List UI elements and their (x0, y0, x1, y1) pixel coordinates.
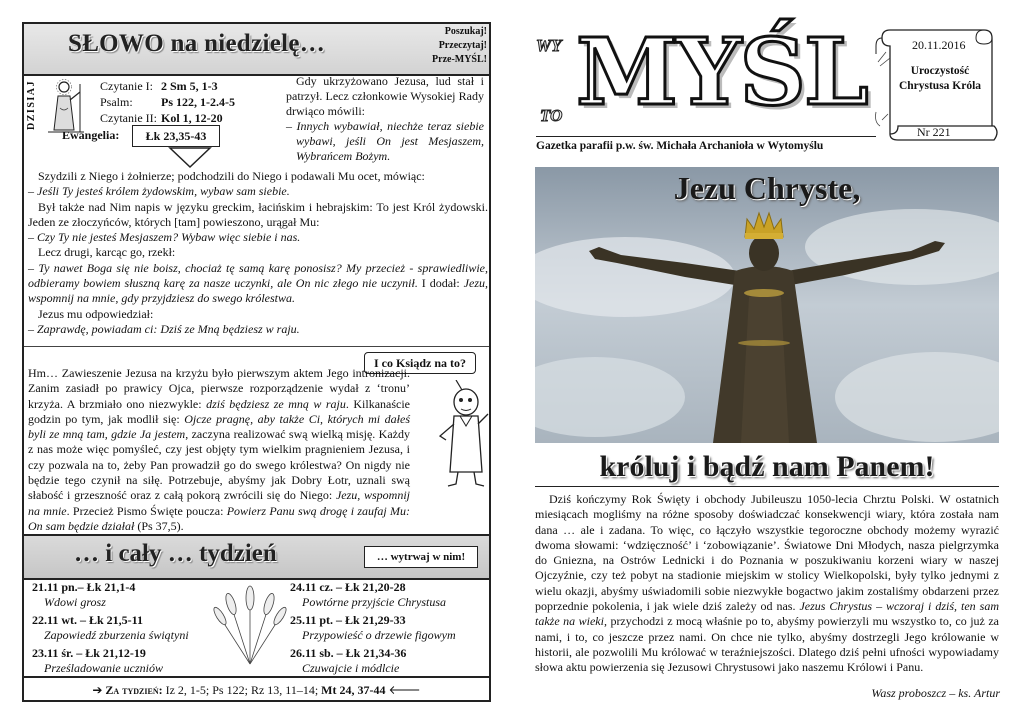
headline-bottom: króluj i bądź nam Panem! (599, 450, 935, 483)
day-title: Przypowieść o drzewie figowym (302, 628, 456, 642)
readings-list (100, 78, 239, 126)
masthead-rule (536, 136, 876, 137)
down-arrow-icon (168, 147, 212, 169)
christ-king-statue-photo (535, 167, 999, 443)
gospel-paragraph: Był także nad Nim napis w języku greckim, łacińskim i hebrajskim: To jest Król żydowski. Jeden ze złoczyńców, których [tam] powieszono, urągał Mu: (28, 199, 488, 229)
day-title: Powtórne przyjście Chrystusa (302, 595, 446, 609)
gospel-paragraph: Lecz drugi, karcąc go, rzekł: (38, 245, 176, 260)
day-item (32, 613, 212, 643)
day-head: 23.11 śr. – Łk 21,12-19 (32, 646, 146, 660)
divider (24, 346, 489, 347)
gospel-intro-text: Gdy ukrzyżowano Jezusa, lud stał i patrzył. Lecz członkowie Wysokiej Rady drwiąco mówili: (286, 74, 484, 118)
comment-text: . Przecież Pismo Święte poucza: (66, 503, 224, 518)
reading-ref: 2 Sm 5, 1-3 (160, 79, 218, 93)
day-title: Czuwajcie i módlcie (302, 661, 400, 675)
reading-row (100, 78, 239, 94)
pastor-article (535, 492, 999, 676)
day-head: 22.11 wt. – Łk 21,5-11 (32, 613, 144, 627)
gospel-quote-block (28, 261, 488, 307)
comment-paragraph (28, 366, 488, 534)
day-item (32, 580, 212, 610)
comment-text: . Kilkanaście godzin po tym, jak modlił się: (28, 396, 411, 426)
day-head: 24.11 cz. – Łk 21,20-28 (290, 580, 406, 594)
reading-label: Czytanie I: (100, 79, 153, 93)
gospel-quote: Jezu, wspomnij na mnie, gdy przyjdziesz do swego królestwa. (28, 276, 488, 306)
priest-comment (28, 366, 488, 534)
next-week-gospel: Mt 24, 37-44 (321, 683, 386, 697)
day-head: 25.11 pt. – Łk 21,29-33 (290, 613, 406, 627)
day-item (290, 580, 486, 610)
comment-text: Hm… Zawieszenie Jezusa na krzyżu było pierwszym aktem Jego intronizacji. Zanim zasiadł po prawicy Ojca, pierwsze rozporządzenie wydał z ‘tronu’ krzyża. A brzmiało ono niezwykle: (28, 366, 410, 411)
left-page (22, 22, 491, 702)
reading-ref: Ps 122, 1-2.4-5 (160, 95, 235, 109)
article-text: Dziś kończymy Rok Święty i obchody Jubileuszu 1050-lecia Chrztu Polski. W ostatnich miesiącach mogliśmy na różne sposoby doświadczać konsekwencji wiary, która została nam dana … ale i zadana. To więc, co łączyło wszystkie tegoroczne obchody możemy wyrazić dwoma słowami: ‘wdzięczność’ i ‘zobowiązanie’. Światowe Dni Młodych, nasza pielgrzymka do Gniezna, na Ostrów Lednicki i do Poznania w poszukiwaniu korzeni wiary w naszej Ojczyźnie, czy też pobyt na stadionie miejskim w stolicy Wielkopolski, były tylko jednymi z wielu okazji, abyśmy uświadomili sobie niezwykłe bogactwo jakim zostaliśmy obdarzeni przez poprzednie pokolenia, i jak wiele dziś zależy od nas. (535, 492, 999, 614)
day-title: Zapowiedź zburzenia świątyni (44, 628, 189, 642)
headline-top: Jezu Chryste, (673, 170, 861, 206)
logo-to: TO (540, 106, 563, 125)
week-subtitle: … wytrwaj w nim! (364, 546, 478, 568)
gospel-intro-quote: – Innych wybawiał, niechże teraz siebie wybawi, jeśli On jest Mesjaszem, Wybrańcem Bożym. (286, 119, 484, 163)
next-week-label: Za tydzień: (105, 683, 163, 697)
side-label: DZISIAJ (26, 80, 37, 130)
gospel-paragraph: Jezus mu odpowiedział: (38, 306, 154, 321)
reading-label: Czytanie II: (100, 111, 157, 125)
week-title: … i cały … tydzień (74, 540, 277, 567)
gospel-quote: – Ty nawet Boga się nie boisz, chociaż tę samą karę ponosisz? My przecież - sprawiedliwie, odbieramy bowiem słuszną karę za nasze uczynki, ale On nic złego nie uczynił. (28, 260, 488, 291)
day-item (32, 646, 212, 676)
gospel-quote: – Czy Ty nie jesteś Mesjaszem? Wybaw więc siebie i nas. (28, 230, 301, 245)
corner-line: Poszukaj! (444, 26, 487, 37)
next-week-refs: Iz 2, 1-5; Ps 122; Rz 13, 11–14; (165, 683, 319, 697)
week-days-left (32, 580, 212, 676)
week-days-right (290, 580, 486, 676)
saint-figure-icon (44, 78, 86, 134)
gospel-text-inline: I dodał: (417, 276, 464, 291)
article-text: przychodzi z mocą właśnie po to, abyśmy powierzyli mu wszystko to, co już za nami, i to, co jeszcze przez nami. On chce nie tylko, abyśmy dostrzegli Jego królowanie w historii, ale pozwolili Mu królować w teraźniejszości. Dlatego dziś pełni ufności wypowiadamy słowa aktu powierzenia się Jezusowi Chrystusowi jako naszemu Królowi i Panu. (535, 614, 999, 675)
issue-number: Nr 221 (917, 125, 951, 139)
corner-line: Przeczytaj! (438, 40, 487, 51)
reading-label: Psalm: (100, 95, 133, 109)
gospel-label: Ewangelia: (62, 128, 120, 142)
slowo-corner (432, 25, 487, 67)
day-item (290, 613, 486, 643)
week-header (24, 534, 489, 580)
gospel-quote: – Zaprawdę, powiadam ci: Dziś ze Mną będziesz w raju. (28, 321, 300, 336)
slowo-title: SŁOWO na niedzielę… (68, 30, 326, 57)
signature: Wasz proboszcz – ks. Artur (871, 686, 1000, 700)
slowo-header (24, 24, 489, 76)
comment-quote: Powierz Panu swą drogę i zaufaj Mu: On sam będzie działał (28, 503, 410, 533)
reading-row (100, 110, 239, 126)
gospel-ref-box: Łk 23,35-43 (132, 125, 220, 147)
right-arrow-icon: ➔ (92, 683, 103, 697)
wheat-icon (210, 584, 290, 666)
day-title: Prześladowanie uczniów (44, 661, 163, 675)
gospel-paragraph: Szydzili z Niego i żołnierze; podchodzili do Niego i podawali Mu ocet, mówiąc: (38, 169, 425, 183)
day-item (290, 646, 486, 676)
parish-subtitle: Gazetka parafii p.w. św. Michała Archanioła w Wytomyślu (536, 140, 824, 152)
article-quote: Jezus Chrystus – wczoraj i dziś, ten sam także na wieki, (535, 599, 999, 629)
speech-bubble: I co Ksiądz na to? (364, 352, 476, 374)
corner-line: Prze-MYŚL! (432, 54, 487, 65)
day-head: 26.11 sb. – Łk 21,34-36 (290, 646, 407, 660)
day-head: 21.11 pn.– Łk 21,1-4 (32, 580, 136, 594)
logo-title: MYŚL (576, 18, 867, 126)
logo-wy: WY (536, 36, 562, 55)
reading-row (100, 94, 239, 110)
comment-quote: Jezu, wspomnij na mnie (28, 488, 410, 518)
gospel-text (28, 169, 488, 337)
next-week-bar (24, 676, 489, 702)
comment-text: , zaczyna realizować swą wielką misję. Każdy z nas może więc pomyśleć, czy jest objęty tym wielkim pragnieniem Jezusa, i czy pozwala na to, żeby Pan prowadził go do swego królestwa? On nigdy nie będzie tego czynił na siłę. Potrzebuje, abyśmy jak Dobry Łotr, uznali swą słabość i grzeszność oraz z całą pokorą zwrócili się do Niego: (28, 427, 410, 503)
comment-quote: Ojcze pragnę, aby także Ci, których mi dałeś byli ze mną tam, gdzie Ja jestem (28, 411, 410, 442)
day-title: Wdowi grosz (44, 595, 106, 609)
article-paragraph (535, 492, 999, 676)
gospel-quote: – Jeśli Ty jesteś królem żydowskim, wybaw sam siebie. (28, 184, 290, 199)
left-arrow-icon: 🡐 (388, 683, 421, 697)
gospel-intro (286, 74, 484, 164)
feast-name: Uroczystość Chrystusa Króla (898, 65, 982, 92)
comment-text: (Ps 37,5). (134, 518, 184, 533)
comment-quote: dziś będziesz ze mną w raju (206, 396, 346, 411)
reading-ref: Kol 1, 12-20 (160, 111, 223, 125)
issue-date: 20.11.2016 (912, 38, 966, 52)
headline-rule (535, 486, 999, 487)
